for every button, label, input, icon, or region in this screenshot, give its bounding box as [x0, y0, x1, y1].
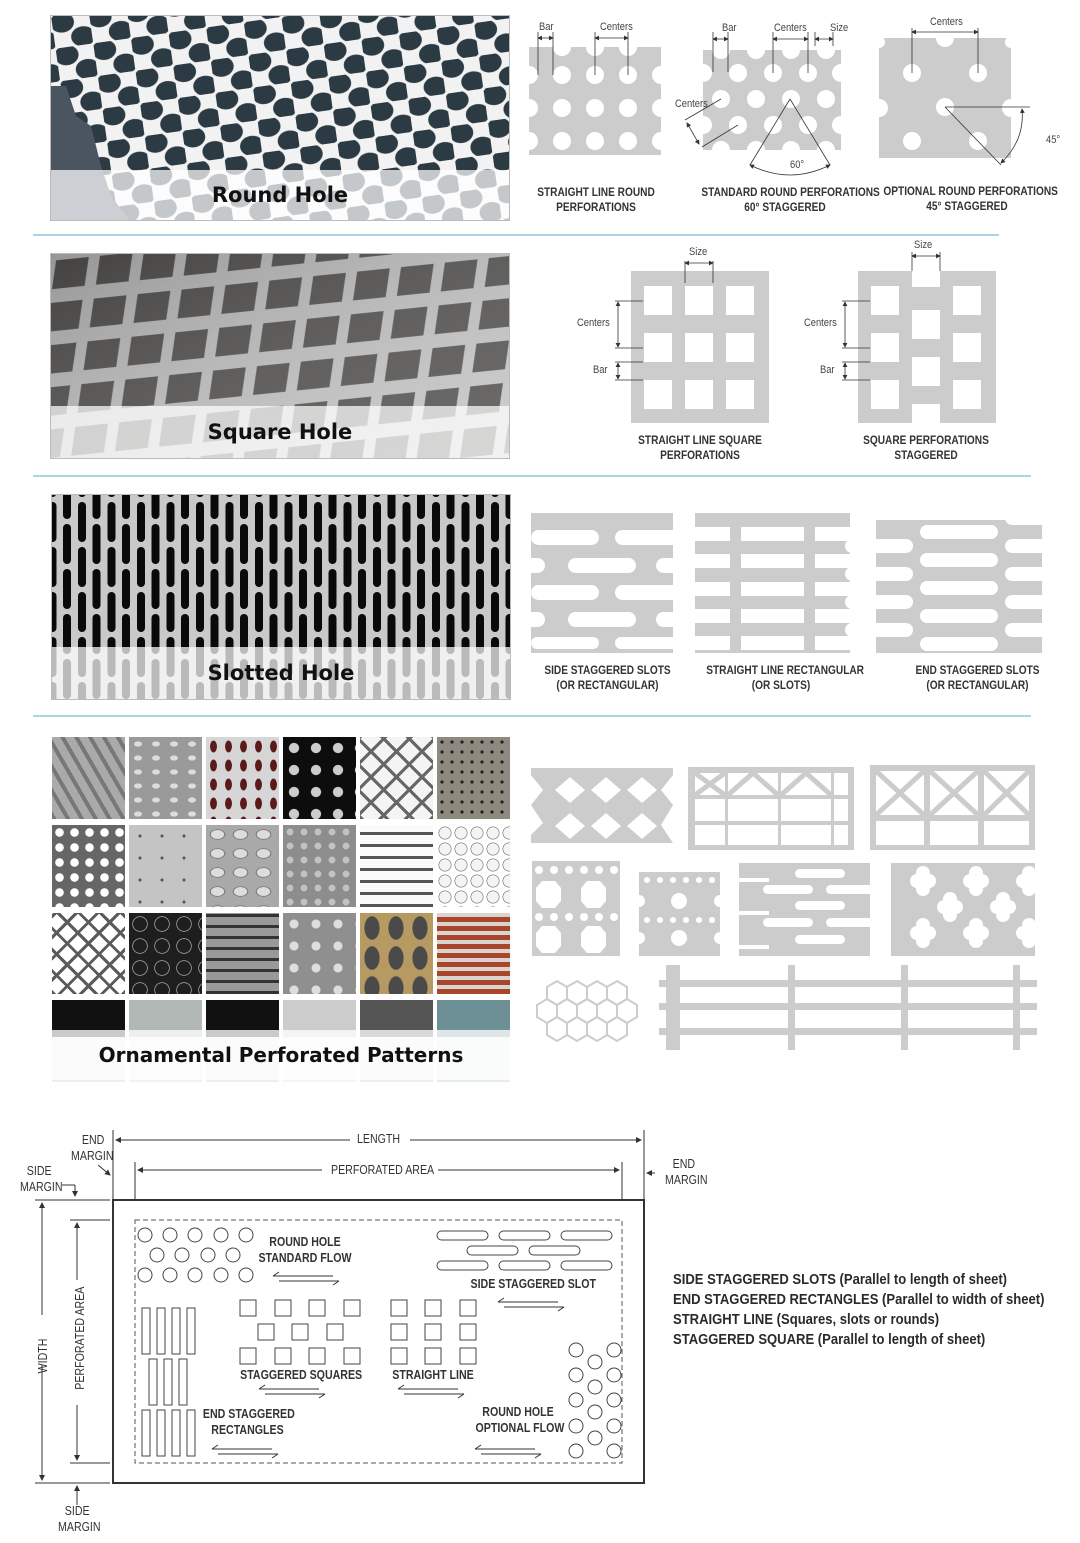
pattern-tile-small-triangles: [437, 737, 510, 819]
angle-label: 60°: [790, 159, 805, 171]
centers-label: Centers: [774, 22, 807, 34]
square-hole-caption: Square Hole: [51, 406, 509, 458]
pattern-tile-hexagons: [437, 825, 510, 907]
side-margin-top-label: SIDE MARGIN: [20, 1164, 63, 1194]
ornamental-diagrams: [525, 755, 1070, 1055]
square-hole-photo: [50, 253, 510, 459]
side-staggered-slot-label: SIDE STAGGERED SLOT: [470, 1277, 597, 1291]
diagram-caption: SIDE STAGGERED SLOTS (OR RECTANGULAR): [544, 665, 671, 692]
pattern-tile-red-diamonds: [206, 737, 279, 819]
diagram-caption: STRAIGHT LINE RECTANGULAR (OR SLOTS): [706, 665, 864, 692]
perforated-area-v-label: PERFORATED AREA: [73, 1286, 87, 1390]
round-standard-label: ROUND HOLE STANDARD FLOW: [258, 1235, 352, 1265]
pattern-tile-quatrefoils: [283, 825, 356, 907]
pattern-tile-moroccan: [52, 913, 125, 995]
pattern-tile-arrows: [129, 825, 202, 907]
width-label: WIDTH: [36, 1338, 50, 1374]
legend-item: SIDE STAGGERED SLOTS (Parallel to length of sheet): [673, 1272, 1008, 1288]
slotted-hole-caption: Slotted Hole: [52, 647, 510, 699]
bar-label: Bar: [820, 364, 835, 376]
pattern-tile-lattice-x: [360, 737, 433, 819]
diagram-caption: SQUARE PERFORATIONS STAGGERED: [863, 435, 989, 462]
pattern-tile-red-chevrons: [437, 913, 510, 995]
length-label: LENGTH: [357, 1132, 401, 1146]
end-margin-left-label: END MARGIN: [71, 1133, 114, 1163]
centers-label: Centers: [804, 317, 837, 329]
pattern-tile-diamonds: [129, 737, 202, 819]
centers-label: Centers: [930, 16, 963, 28]
size-label: Size: [689, 246, 708, 258]
centers-label: Centers: [600, 21, 633, 33]
centers-label: Centers: [675, 98, 708, 110]
end-staggered-label: END STAGGERED RECTANGLES: [202, 1407, 295, 1437]
pattern-tile-dash-dot: [206, 913, 279, 995]
diagram-caption: STRAIGHT LINE ROUND PERFORATIONS: [537, 187, 655, 214]
side-margin-bottom-label: SIDE MARGIN: [58, 1504, 101, 1534]
pattern-tile-triangles: [52, 737, 125, 819]
end-margin-right-label: END MARGIN: [665, 1157, 708, 1187]
diagram-caption: STANDARD ROUND PERFORATIONS 60° STAGGERED: [701, 187, 880, 214]
perforated-area-h-label: PERFORATED AREA: [331, 1163, 435, 1177]
pattern-tile-clovers: [52, 825, 125, 907]
pattern-tile-circles-quatrefoil: [129, 913, 202, 995]
pattern-legend: [673, 1270, 1044, 1350]
legend-item: STAGGERED SQUARE (Parallel to length of sheet): [673, 1332, 986, 1348]
diagram-caption: OPTIONAL ROUND PERFORATIONS 45° STAGGERED: [883, 186, 1058, 213]
ornamental-caption: Ornamental Perforated Patterns: [52, 1030, 510, 1080]
size-label: Size: [830, 22, 849, 34]
round-optional-label: ROUND HOLE OPTIONAL FLOW: [475, 1405, 565, 1435]
section-divider: [33, 475, 1031, 477]
sheet-layout-diagram: [0, 1120, 660, 1540]
round-hole-caption: Round Hole: [51, 170, 509, 220]
diagram-caption: STRAIGHT LINE SQUARE PERFORATIONS: [638, 435, 762, 462]
pattern-tile-ovals: [206, 825, 279, 907]
size-label: Size: [914, 239, 933, 251]
centers-label: Centers: [577, 317, 610, 329]
pattern-tile-arches: [360, 825, 433, 907]
pattern-tile-fleur-de-lis: [283, 737, 356, 819]
straight-line-label: STRAIGHT LINE: [392, 1368, 474, 1382]
pattern-tile-gold-hexagons: [360, 913, 433, 995]
legend-item: STRAIGHT LINE (Squares, slots or rounds): [673, 1312, 940, 1328]
section-divider: [33, 715, 1031, 717]
staggered-squares-label: STAGGERED SQUARES: [240, 1368, 363, 1382]
angle-label: 45°: [1046, 134, 1061, 146]
bar-label: Bar: [722, 22, 737, 34]
bar-label: Bar: [539, 21, 554, 33]
pattern-tile-stars: [283, 913, 356, 995]
slotted-hole-photo: [51, 494, 511, 700]
square-hole-diagrams: [560, 235, 1020, 425]
bar-label: Bar: [593, 364, 608, 376]
legend-item: END STAGGERED RECTANGLES (Parallel to width of sheet): [673, 1292, 1045, 1308]
slotted-hole-diagrams: [525, 505, 1070, 655]
diagram-caption: END STAGGERED SLOTS (OR RECTANGULAR): [915, 665, 1040, 692]
round-hole-photo: [50, 15, 510, 221]
